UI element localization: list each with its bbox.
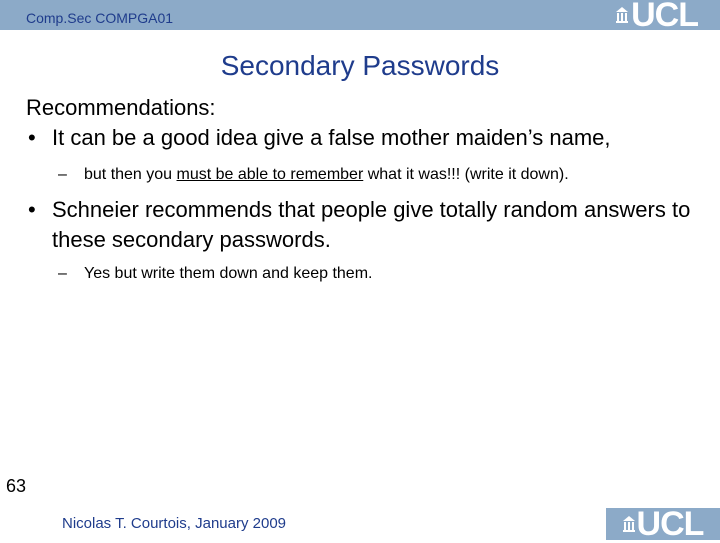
portico-icon [616,7,628,23]
sub-bullet-underlined: must be able to remember [176,166,364,183]
ucl-logo [616,0,698,34]
dash-marker: – [58,166,67,183]
sub-bullet-item [26,263,716,285]
header-bar [0,0,720,34]
slide-body [26,93,716,285]
page-number: 63 [6,476,27,496]
ucl-logo-text: UCL [636,505,704,543]
lead-text: Recommendations: [26,95,216,120]
bullet-marker: • [28,125,36,150]
bullet-text: Schneier recommends that people give totally random answers to these secondary passwords. [52,197,691,252]
portico-icon [623,516,635,532]
dash-marker: – [58,265,67,282]
bullet-text: It can be a good idea give a false mother maiden’s name, [52,125,611,150]
footer-author: Nicolas T. Courtois, January 2009 [62,515,287,532]
sub-bullet-text-end: what it was!!! (write it down). [363,166,569,183]
bullet-item [26,123,716,153]
ucl-logo-footer [606,505,720,543]
sub-bullet-text-start: but then you [84,166,177,183]
course-label: Comp.Sec COMPGA01 [26,10,174,26]
sub-bullet-item [26,164,716,186]
bullet-item [26,195,716,255]
bullet-marker: • [28,197,36,222]
sub-bullet-text: Yes but write them down and keep them. [84,265,373,282]
slide-title: Secondary Passwords [220,50,500,81]
ucl-logo-text: UCL [631,0,698,34]
